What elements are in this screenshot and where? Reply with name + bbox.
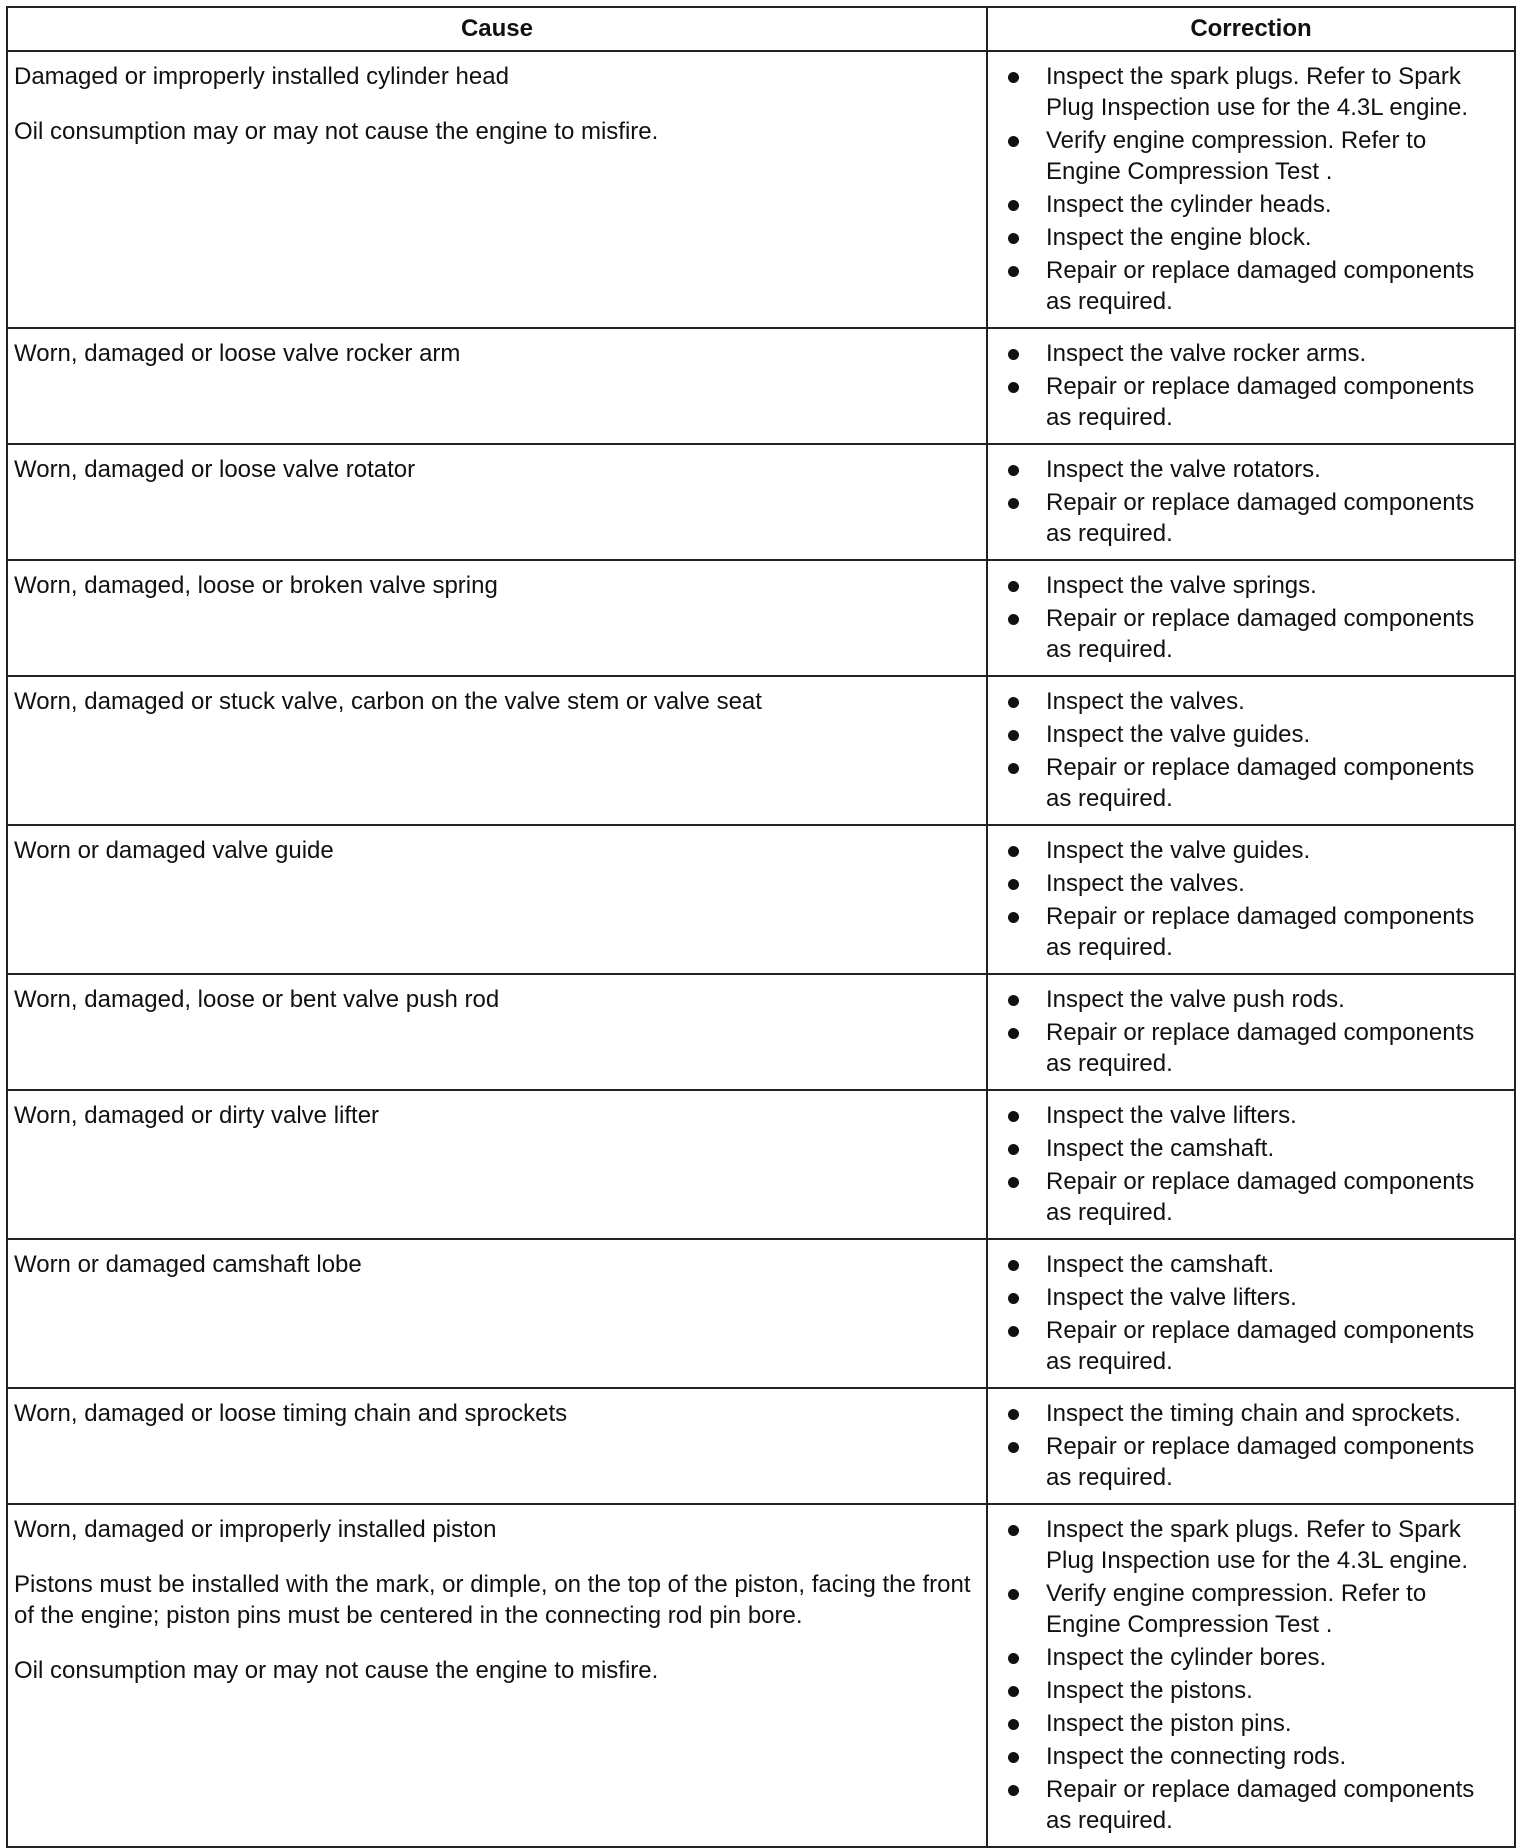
correction-item [1008, 222, 1500, 253]
table-row [7, 676, 1515, 825]
bullet-icon [1008, 1144, 1019, 1155]
table-row [7, 560, 1515, 676]
correction-item [1008, 868, 1500, 899]
correction-item [1008, 1315, 1500, 1377]
cause-text: Worn, damaged or dirty valve lifter [14, 1102, 380, 1129]
correction-text: Repair or replace damaged components as required. [1046, 1776, 1475, 1834]
correction-item [1008, 1431, 1500, 1493]
bullet-icon [1008, 1442, 1019, 1453]
bullet-icon [1008, 1525, 1019, 1536]
correction-text: Repair or replace damaged components as required. [1046, 1019, 1475, 1077]
correction-item [1008, 338, 1500, 369]
cause-text: Worn or damaged valve guide [14, 837, 334, 864]
table-row [7, 1388, 1515, 1504]
correction-text: Inspect the cylinder bores. [1046, 1644, 1327, 1671]
correction-text: Repair or replace damaged components as required. [1046, 903, 1475, 961]
bullet-icon [1008, 763, 1019, 774]
table-row [7, 1239, 1515, 1388]
bullet-icon [1008, 1719, 1019, 1730]
correction-text: Inspect the camshaft. [1046, 1251, 1275, 1278]
correction-item [1008, 125, 1500, 187]
bullet-icon [1008, 349, 1019, 360]
cause-cell [7, 1388, 987, 1504]
bullet-icon [1008, 1326, 1019, 1337]
correction-text: Inspect the spark plugs. Refer to Spark Plug Inspection use for the 4.3L engine. [1046, 63, 1469, 121]
correction-text: Inspect the valve push rods. [1046, 986, 1345, 1013]
correction-text: Repair or replace damaged components as required. [1046, 257, 1475, 315]
bullet-icon [1008, 1111, 1019, 1122]
correction-item [1008, 984, 1500, 1015]
bullet-icon [1008, 233, 1019, 244]
bullet-icon [1008, 995, 1019, 1006]
correction-item [1008, 1249, 1500, 1280]
correction-list [1008, 338, 1500, 433]
correction-item [1008, 1675, 1500, 1706]
bullet-icon [1008, 581, 1019, 592]
correction-item [1008, 1282, 1500, 1313]
correction-text: Inspect the timing chain and sprockets. [1046, 1400, 1461, 1427]
bullet-icon [1008, 1293, 1019, 1304]
correction-item [1008, 1741, 1500, 1772]
cause-cell [7, 444, 987, 560]
correction-item [1008, 752, 1500, 814]
cause-note: Pistons must be installed with the mark, or dimple, on the top of the piston, facing the front of the engine; piston pins must be centered in the connecting rod pin bore. [14, 1571, 971, 1629]
bullet-icon [1008, 72, 1019, 83]
bullet-icon [1008, 1409, 1019, 1420]
correction-item [1008, 61, 1500, 123]
correction-item [1008, 487, 1500, 549]
table-row [7, 1090, 1515, 1239]
bullet-icon [1008, 1260, 1019, 1271]
correction-text: Inspect the piston pins. [1046, 1710, 1292, 1737]
table-header-row [7, 7, 1515, 51]
table-row [7, 51, 1515, 328]
correction-item [1008, 255, 1500, 317]
correction-item [1008, 1514, 1500, 1576]
correction-text: Inspect the engine block. [1046, 224, 1312, 251]
cause-text: Worn, damaged or loose valve rotator [14, 456, 416, 483]
correction-text: Verify engine compression. Refer to Engine Compression Test . [1046, 1580, 1427, 1638]
correction-item [1008, 686, 1500, 717]
bullet-icon [1008, 730, 1019, 741]
cause-column-header: Cause [7, 7, 987, 51]
correction-text: Inspect the connecting rods. [1046, 1743, 1347, 1770]
correction-item [1008, 570, 1500, 601]
cause-text: Worn, damaged or loose timing chain and sprockets [14, 1400, 568, 1427]
bullet-icon [1008, 1028, 1019, 1039]
cause-cell [7, 51, 987, 328]
correction-text: Inspect the valve guides. [1046, 837, 1311, 864]
correction-item [1008, 189, 1500, 220]
correction-text: Inspect the spark plugs. Refer to Spark Plug Inspection use for the 4.3L engine. [1046, 1516, 1469, 1574]
table-body [7, 51, 1515, 1847]
cause-text: Worn, damaged, loose or bent valve push rod [14, 986, 500, 1013]
correction-item [1008, 1100, 1500, 1131]
correction-item [1008, 603, 1500, 665]
table-row [7, 444, 1515, 560]
correction-cell [987, 51, 1515, 328]
correction-list [1008, 1100, 1500, 1228]
correction-list [1008, 1398, 1500, 1493]
correction-text: Repair or replace damaged components as required. [1046, 754, 1475, 812]
correction-text: Inspect the pistons. [1046, 1677, 1253, 1704]
correction-text: Repair or replace damaged components as required. [1046, 1317, 1475, 1375]
correction-list [1008, 835, 1500, 963]
correction-item [1008, 1774, 1500, 1836]
correction-cell [987, 1239, 1515, 1388]
correction-text: Inspect the valve springs. [1046, 572, 1317, 599]
cause-text: Damaged or improperly installed cylinder head [14, 63, 509, 90]
correction-item [1008, 1708, 1500, 1739]
correction-list [1008, 984, 1500, 1079]
correction-text: Repair or replace damaged components as required. [1046, 605, 1475, 663]
bullet-icon [1008, 879, 1019, 890]
correction-cell [987, 1388, 1515, 1504]
correction-item [1008, 454, 1500, 485]
cause-note: Oil consumption may or may not cause the engine to misfire. [14, 1657, 659, 1684]
cause-cell [7, 1090, 987, 1239]
cause-text: Worn, damaged or improperly installed piston [14, 1516, 497, 1543]
cause-text: Worn, damaged or loose valve rocker arm [14, 340, 461, 367]
correction-cell [987, 825, 1515, 974]
correction-item [1008, 1017, 1500, 1079]
bullet-icon [1008, 1653, 1019, 1664]
cause-cell [7, 1504, 987, 1847]
correction-list [1008, 1514, 1500, 1836]
cause-cell [7, 328, 987, 444]
correction-text: Repair or replace damaged components as required. [1046, 1433, 1475, 1491]
cause-cell [7, 676, 987, 825]
correction-cell [987, 1090, 1515, 1239]
correction-text: Inspect the valve guides. [1046, 721, 1311, 748]
bullet-icon [1008, 912, 1019, 923]
bullet-icon [1008, 1589, 1019, 1600]
correction-text: Inspect the valves. [1046, 688, 1245, 715]
cause-cell [7, 974, 987, 1090]
bullet-icon [1008, 614, 1019, 625]
cause-note: Oil consumption may or may not cause the engine to misfire. [14, 118, 659, 145]
correction-item [1008, 719, 1500, 750]
correction-list [1008, 454, 1500, 549]
correction-list [1008, 61, 1500, 317]
bullet-icon [1008, 1752, 1019, 1763]
bullet-icon [1008, 382, 1019, 393]
table-row [7, 1504, 1515, 1847]
table-row [7, 825, 1515, 974]
table-row [7, 328, 1515, 444]
correction-item [1008, 1578, 1500, 1640]
cause-text: Worn, damaged or stuck valve, carbon on the valve stem or valve seat [14, 688, 762, 715]
correction-text: Inspect the valve rotators. [1046, 456, 1321, 483]
correction-text: Inspect the valve lifters. [1046, 1284, 1297, 1311]
correction-text: Inspect the valves. [1046, 870, 1245, 897]
correction-text: Inspect the camshaft. [1046, 1135, 1275, 1162]
bullet-icon [1008, 846, 1019, 857]
correction-item [1008, 901, 1500, 963]
bullet-icon [1008, 136, 1019, 147]
cause-text: Worn or damaged camshaft lobe [14, 1251, 362, 1278]
bullet-icon [1008, 1177, 1019, 1188]
correction-text: Verify engine compression. Refer to Engine Compression Test . [1046, 127, 1427, 185]
correction-item [1008, 1642, 1500, 1673]
correction-item [1008, 1133, 1500, 1164]
bullet-icon [1008, 498, 1019, 509]
correction-cell [987, 560, 1515, 676]
correction-cell [987, 444, 1515, 560]
bullet-icon [1008, 697, 1019, 708]
bullet-icon [1008, 266, 1019, 277]
cause-cell [7, 1239, 987, 1388]
bullet-icon [1008, 1785, 1019, 1796]
correction-column-header: Correction [987, 7, 1515, 51]
bullet-icon [1008, 200, 1019, 211]
bullet-icon [1008, 465, 1019, 476]
correction-item [1008, 1166, 1500, 1228]
correction-list [1008, 686, 1500, 814]
correction-cell [987, 676, 1515, 825]
bullet-icon [1008, 1686, 1019, 1697]
correction-cell [987, 328, 1515, 444]
correction-text: Repair or replace damaged components as required. [1046, 373, 1475, 431]
correction-item [1008, 835, 1500, 866]
correction-list [1008, 570, 1500, 665]
correction-cell [987, 974, 1515, 1090]
correction-text: Inspect the valve lifters. [1046, 1102, 1297, 1129]
cause-text: Worn, damaged, loose or broken valve spring [14, 572, 498, 599]
correction-cell [987, 1504, 1515, 1847]
correction-text: Inspect the valve rocker arms. [1046, 340, 1367, 367]
cause-cell [7, 560, 987, 676]
correction-text: Repair or replace damaged components as required. [1046, 489, 1475, 547]
table-row [7, 974, 1515, 1090]
correction-item [1008, 371, 1500, 433]
correction-text: Inspect the cylinder heads. [1046, 191, 1332, 218]
correction-item [1008, 1398, 1500, 1429]
cause-correction-table [6, 6, 1516, 1848]
correction-text: Repair or replace damaged components as required. [1046, 1168, 1475, 1226]
cause-cell [7, 825, 987, 974]
correction-list [1008, 1249, 1500, 1377]
